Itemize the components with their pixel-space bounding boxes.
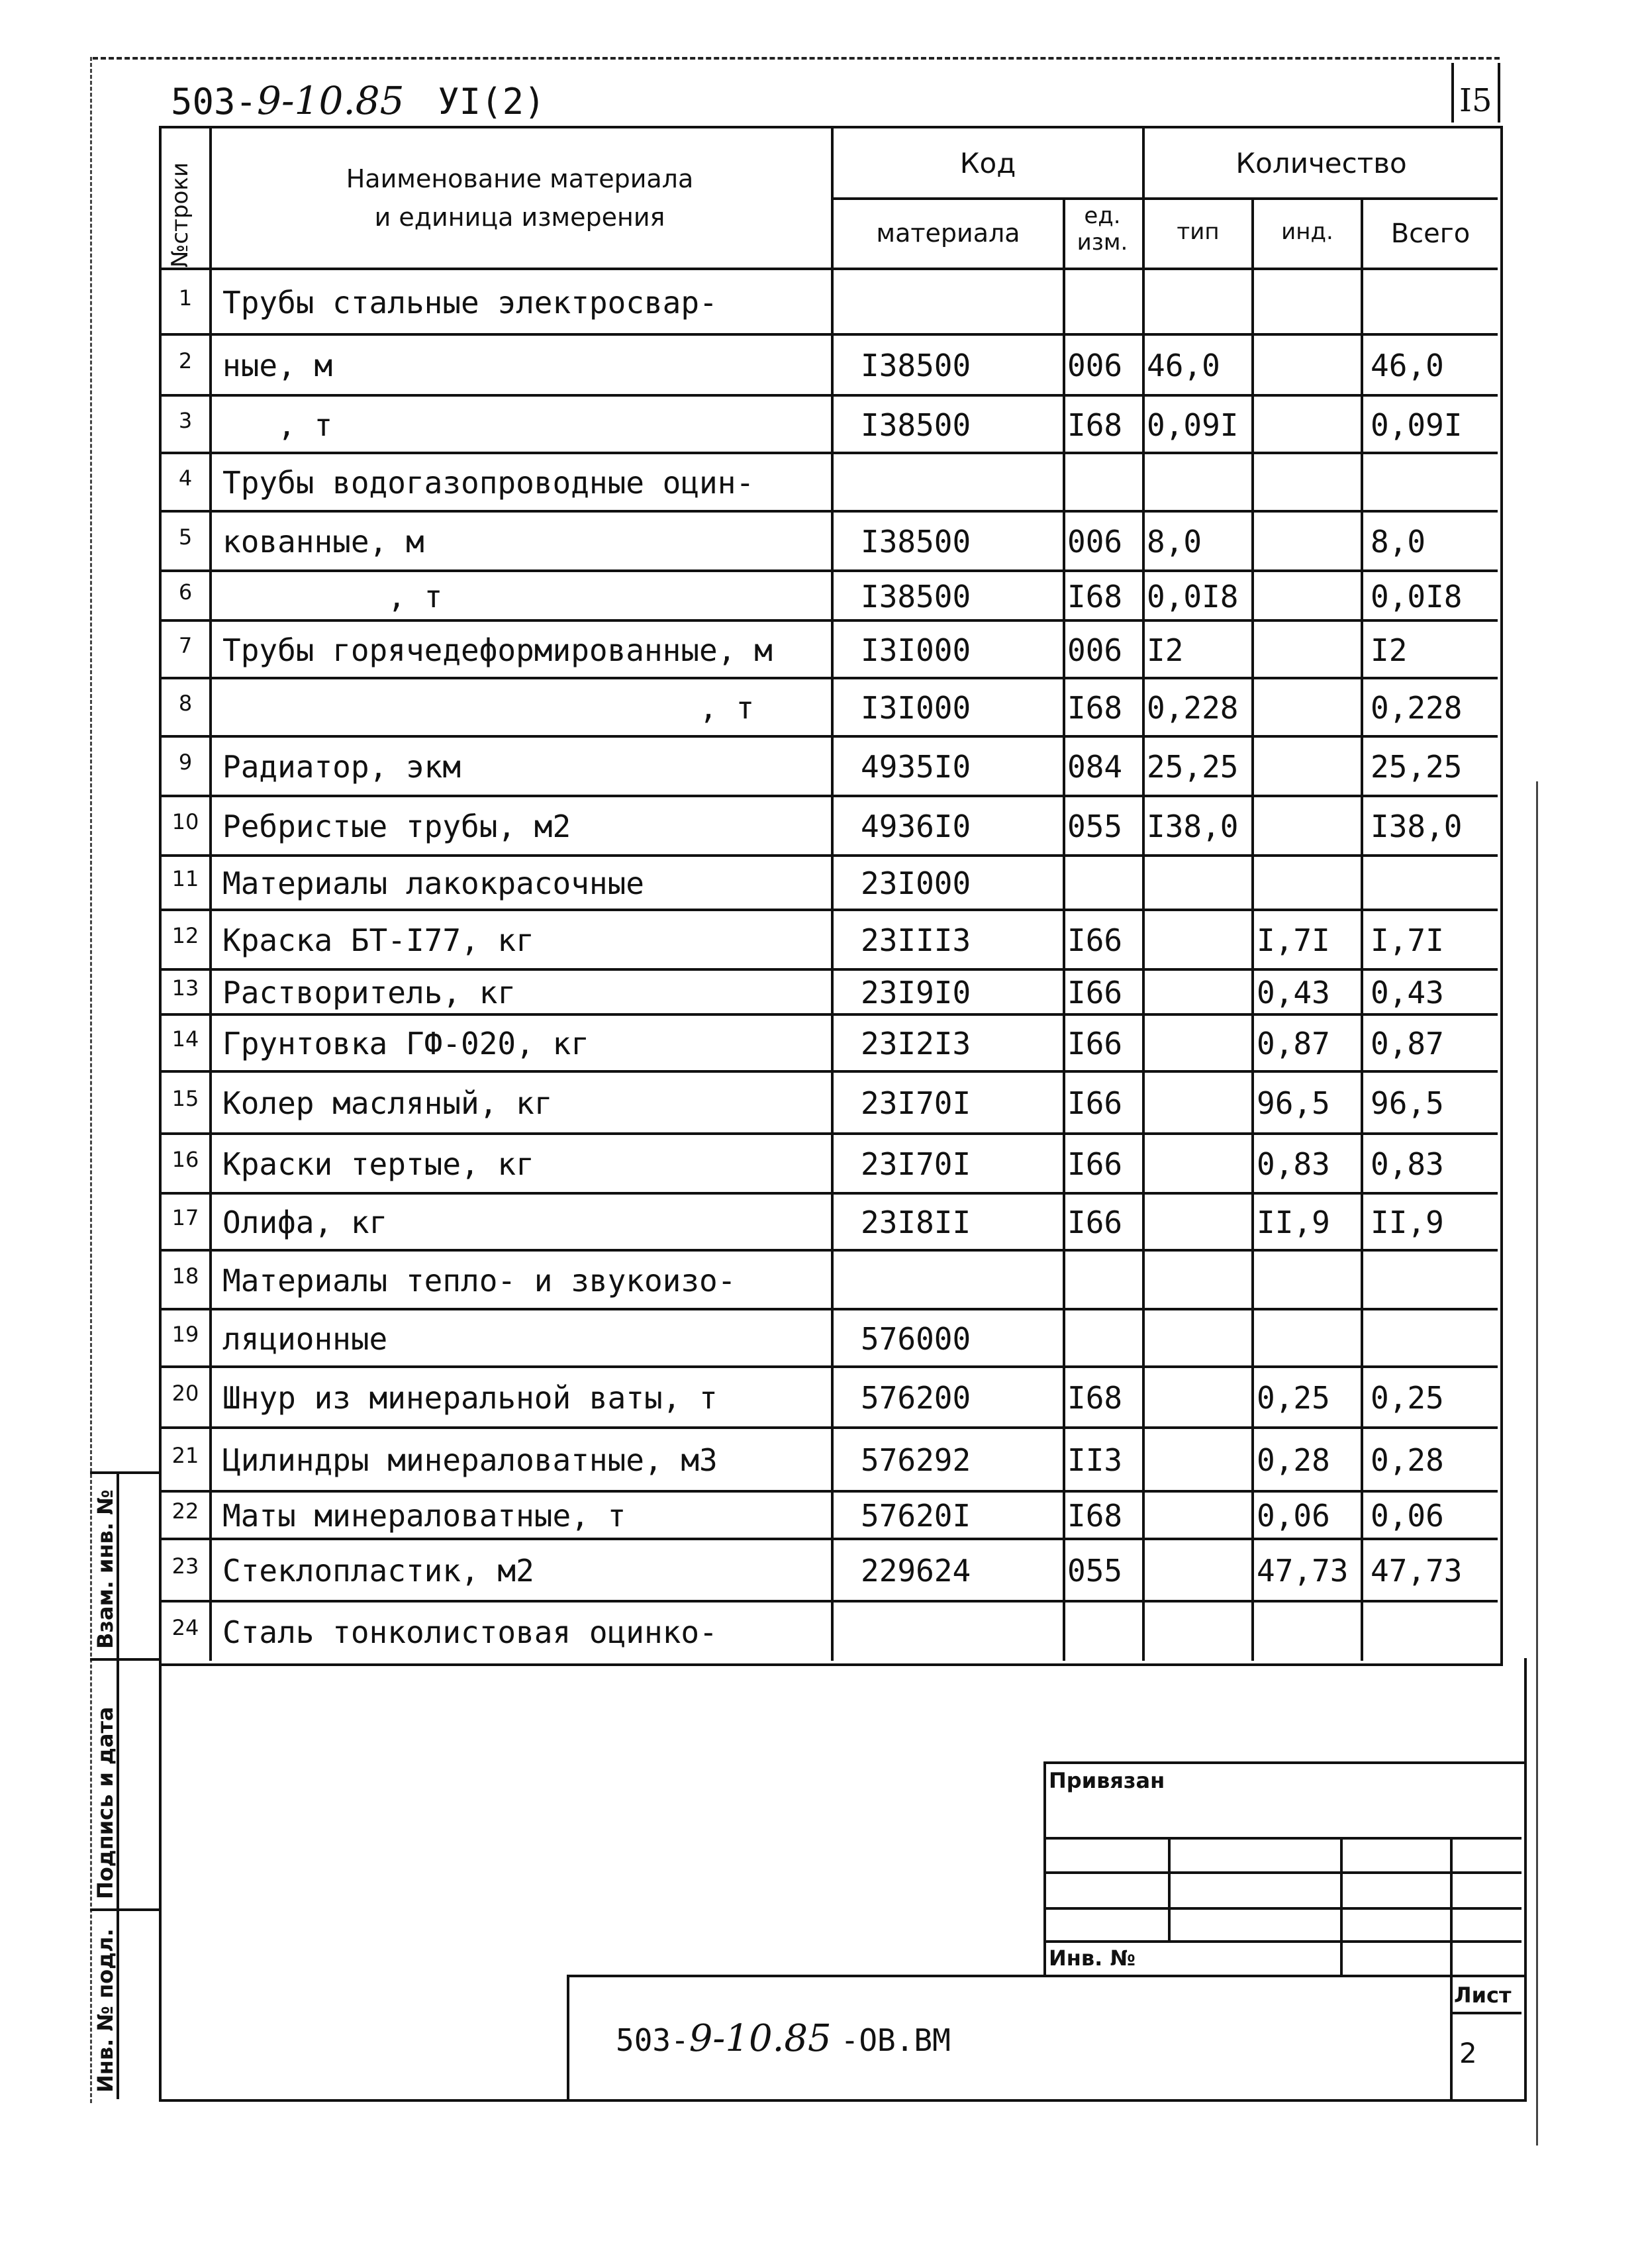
cell-tip: 8,0: [1147, 524, 1202, 560]
header-name-line1: Наименование материала: [346, 164, 694, 193]
cell-unit: 006: [1067, 524, 1123, 560]
cell-mat: 23I8II: [861, 1205, 971, 1240]
cell-name: Маты минераловатные, т: [222, 1498, 626, 1534]
stamp-code-handwritten: 9-10.85: [689, 2017, 832, 2060]
cell-name: , т: [222, 690, 755, 726]
stamp-code-prefix: 503-: [616, 2022, 689, 2058]
cell-mat: I3I000: [861, 690, 971, 726]
cell-ind: 0,06: [1257, 1498, 1330, 1534]
cell-n: 14: [171, 1026, 199, 1052]
cell-unit: I66: [1067, 1085, 1123, 1121]
cell-total: I38,0: [1371, 809, 1463, 844]
side-label-podpis: Подпись и дата: [93, 1706, 118, 1899]
cell-unit: I66: [1067, 1026, 1123, 1061]
cell-total: I2: [1371, 632, 1408, 668]
cell-mat: 4935I0: [861, 749, 971, 785]
cell-total: I,7I: [1371, 922, 1444, 958]
page-number: I5: [1459, 82, 1492, 119]
cell-mat: 23III3: [861, 922, 971, 958]
cell-unit: 055: [1067, 809, 1123, 844]
cell-total: 0,06: [1371, 1498, 1444, 1534]
side-divider-1: [90, 1658, 159, 1661]
cell-mat: 57620I: [861, 1498, 971, 1534]
cell-name: , т: [222, 578, 443, 615]
cell-name: ные, м: [222, 348, 333, 383]
cell-n: 15: [171, 1086, 199, 1111]
cell-unit: I68: [1067, 690, 1123, 726]
cell-ind: I,7I: [1257, 922, 1330, 958]
cell-unit: I68: [1067, 1498, 1123, 1534]
cell-n: 1: [178, 285, 193, 311]
cell-mat: 576200: [861, 1380, 971, 1416]
cell-mat: 23I9I0: [861, 975, 971, 1011]
cell-total: 0,83: [1371, 1146, 1444, 1182]
side-divider-2: [90, 1908, 159, 1911]
cell-tip: 25,25: [1147, 749, 1239, 785]
cell-tip: 46,0: [1147, 348, 1220, 383]
cell-ind: 0,87: [1257, 1026, 1330, 1061]
cell-unit: 006: [1067, 632, 1123, 668]
cell-mat: 4936I0: [861, 809, 971, 844]
cell-name: Трубы стальные электросвар-: [222, 284, 718, 320]
cell-unit: I66: [1067, 1146, 1123, 1182]
cell-n: 23: [171, 1553, 199, 1579]
cell-ind: 0,28: [1257, 1442, 1330, 1478]
header-code-material: материала: [876, 219, 1020, 248]
cell-name: Растворитель, кг: [222, 975, 516, 1011]
cell-name: Краска БТ-I77, кг: [222, 922, 534, 958]
cell-mat: I38500: [861, 578, 971, 615]
stamp-privyazan-label: Привязан: [1049, 1768, 1165, 1793]
cell-n: 5: [178, 524, 193, 550]
cell-mat: I38500: [861, 524, 971, 560]
cell-name: Ребристые трубы, м2: [222, 809, 571, 844]
stamp-sheet-number: 2: [1459, 2037, 1477, 2069]
cell-n: 7: [178, 632, 193, 658]
cell-unit: I68: [1067, 407, 1123, 443]
side-label-vzam: Взам. инв. №: [93, 1489, 118, 1649]
cell-name: , т: [222, 407, 333, 443]
cell-unit: II3: [1067, 1442, 1123, 1478]
cell-n: 17: [171, 1205, 199, 1230]
header-quantity: Количество: [1235, 147, 1407, 179]
document-volume: УI(2): [438, 81, 546, 123]
cell-n: 11: [171, 866, 199, 891]
cell-total: 0,43: [1371, 975, 1444, 1011]
cell-ind: 96,5: [1257, 1085, 1330, 1121]
cell-name: Материалы лакокрасочные: [222, 865, 644, 901]
cell-total: 0,09I: [1371, 407, 1463, 443]
cell-mat: 576292: [861, 1442, 971, 1478]
cell-total: 46,0: [1371, 348, 1444, 383]
cell-total: 96,5: [1371, 1085, 1444, 1121]
cell-unit: I68: [1067, 578, 1123, 615]
cell-total: 47,73: [1371, 1553, 1463, 1589]
cell-total: 0,228: [1371, 690, 1463, 726]
cell-ind: 0,25: [1257, 1380, 1330, 1416]
cell-n: 13: [171, 975, 199, 1001]
header-quantity-tip: тип: [1177, 219, 1220, 245]
cell-mat: 23I70I: [861, 1085, 971, 1121]
cell-n: 10: [171, 809, 199, 834]
cell-unit: I66: [1067, 1205, 1123, 1240]
cell-n: 2: [178, 348, 193, 373]
cell-name: Краски тертые, кг: [222, 1146, 534, 1182]
header-quantity-ind: инд.: [1281, 219, 1333, 245]
stamp-inv-label: Инв. №: [1049, 1946, 1135, 1971]
cell-name: Материалы тепло- и звукоизо-: [222, 1262, 736, 1299]
cell-mat: 23I2I3: [861, 1026, 971, 1061]
cell-mat: I38500: [861, 407, 971, 443]
cell-tip: I38,0: [1147, 809, 1239, 844]
document-code-handwritten: 9-10.85: [257, 78, 405, 123]
side-label-inv: Инв. № подл.: [93, 1928, 118, 2093]
cell-ind: II,9: [1257, 1205, 1330, 1240]
stamp-col-1: [1168, 1837, 1171, 1940]
cell-total: 0,87: [1371, 1026, 1444, 1061]
stamp-col-2: [1340, 1837, 1343, 1975]
cell-name: Колер масляный, кг: [222, 1085, 553, 1121]
cell-n: 9: [178, 750, 193, 775]
header-row-number-label: №строки: [167, 162, 193, 268]
header-name: [212, 164, 828, 232]
cell-n: 20: [171, 1381, 199, 1406]
cell-name: Цилиндры минераловатные, м3: [222, 1442, 718, 1478]
cell-tip: 0,228: [1147, 690, 1239, 726]
cell-ind: 0,43: [1257, 975, 1330, 1011]
header-code: Код: [959, 147, 1016, 179]
stamp-sheet-label: Лист: [1454, 1983, 1512, 2008]
cell-mat: 23I000: [861, 865, 971, 901]
cell-tip: 0,09I: [1147, 407, 1239, 443]
cell-mat: 229624: [861, 1553, 971, 1589]
cell-name: ляционные: [222, 1320, 388, 1357]
cell-n: 12: [171, 923, 199, 948]
cell-total: 0,0I8: [1371, 578, 1463, 615]
cell-n: 19: [171, 1321, 199, 1347]
stamp-document-code: [616, 2017, 951, 2060]
cell-mat: 576000: [861, 1320, 971, 1357]
cell-name: Трубы водогазопроводные оцин-: [222, 465, 755, 501]
cell-unit: 084: [1067, 749, 1123, 785]
cell-name: Радиатор, экм: [222, 749, 461, 785]
cell-mat: 23I70I: [861, 1146, 971, 1182]
right-edge-line: [1536, 781, 1538, 2145]
cell-name: Грунтовка ГФ-020, кг: [222, 1026, 589, 1061]
cell-name: Сталь тонколистовая оцинко-: [222, 1614, 718, 1650]
cell-total: 0,28: [1371, 1442, 1444, 1478]
cell-total: 8,0: [1371, 524, 1426, 560]
header-code-unit: ед. изм.: [1077, 203, 1128, 256]
cell-n: 22: [171, 1499, 199, 1524]
cell-mat: I38500: [861, 348, 971, 383]
cell-name: Стеклопластик, м2: [222, 1553, 534, 1589]
cell-n: 21: [171, 1443, 199, 1468]
cell-total: 0,25: [1371, 1380, 1444, 1416]
cell-n: 6: [178, 579, 193, 605]
cell-unit: 006: [1067, 348, 1123, 383]
cell-ind: 47,73: [1257, 1553, 1349, 1589]
cell-n: 4: [178, 466, 193, 491]
document-code-prefix: 503-: [171, 81, 258, 123]
cell-n: 24: [171, 1615, 199, 1640]
cell-name: Олифа, кг: [222, 1205, 388, 1240]
header-name-line2: и единица измерения: [374, 203, 665, 232]
cell-total: II,9: [1371, 1205, 1444, 1240]
header-subline: [831, 197, 1498, 200]
stamp-code-suffix: -ОВ.ВМ: [840, 2022, 951, 2058]
cell-unit: 055: [1067, 1553, 1123, 1589]
cell-mat: I3I000: [861, 632, 971, 668]
cell-n: 18: [171, 1263, 199, 1289]
header-quantity-total: Всего: [1390, 219, 1471, 249]
cell-ind: 0,83: [1257, 1146, 1330, 1182]
cell-total: 25,25: [1371, 749, 1463, 785]
top-edge-line: [93, 57, 1500, 60]
cell-n: 8: [178, 691, 193, 716]
cell-name: кованные, м: [222, 524, 424, 560]
stamp-sheet-line: [1450, 2012, 1521, 2014]
cell-n: 3: [178, 407, 193, 433]
cell-n: 16: [171, 1147, 199, 1172]
cell-tip: I2: [1147, 632, 1184, 668]
cell-unit: I66: [1067, 975, 1123, 1011]
cell-unit: I66: [1067, 922, 1123, 958]
cell-name: Трубы горячедеформированные, м: [222, 632, 773, 668]
cell-tip: 0,0I8: [1147, 578, 1239, 615]
cell-unit: I68: [1067, 1380, 1123, 1416]
cell-name: Шнур из минеральной ваты, т: [222, 1380, 718, 1416]
document-code: [171, 78, 546, 123]
